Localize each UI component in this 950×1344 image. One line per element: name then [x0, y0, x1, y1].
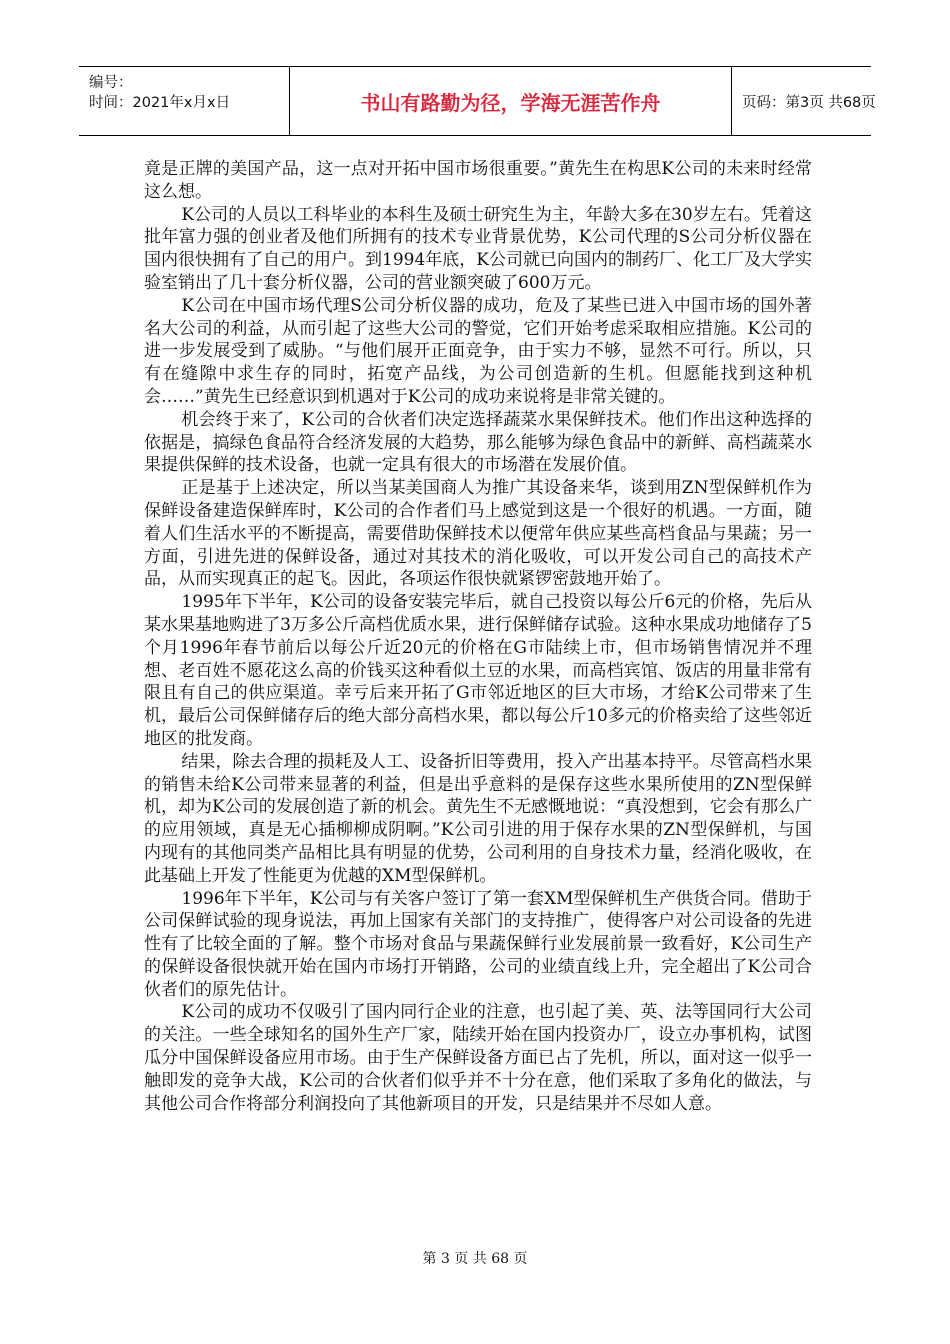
header-motto: 书山有路勤为径，学海无涯苦作舟	[290, 67, 732, 135]
paragraph: K公司的人员以工科毕业的本科生及硕士研究生为主，年龄大多在30岁左右。凭着这批年富力强的创业者及他们所拥有的技术专业背景优势，K公司代理的S公司分析仪器在国内很快拥有了自己的用户。到1994年底，K公司就已向国内的制药厂、化工厂及大学实验室销出了几十套分析仪器，公司的营业额突破了600万元。	[144, 204, 812, 293]
header-meta	[79, 67, 290, 135]
paragraph: 竟是正牌的美国产品，这一点对开拓中国市场很重要。”黄先生在构思K公司的未来时经常这么想。	[144, 159, 812, 202]
paragraph: K公司在中国市场代理S公司分析仪器的成功，危及了某些已进入中国市场的国外著名大公司的利益，从而引起了这些大公司的警觉，它们开始考虑采取相应措施。K公司的进一步发展受到了威胁。“与他们展开正面竞争，由于实力不够，显然不可行。所以，只有在缝隙中求生存的同时，拓宽产品线，为公司创造新的生机。但愿能找到这种机会……”黄先生已经意识到机遇对于K公司的成功来说将是非常关键的。	[144, 295, 812, 407]
paragraph: 机会终于来了，K公司的合伙者们决定选择蔬菜水果保鲜技术。他们作出这种选择的依据是，搞绿色食品符合经济发展的大趋势，那么能够为绿色食品中的新鲜、高档蔬菜水果提供保鲜的技术设备，也就一定具有很大的市场潜在发展价值。	[144, 409, 812, 476]
page-header	[79, 66, 876, 136]
paragraph: 1996年下半年，K公司与有关客户签订了第一套XM型保鲜机生产供货合同。借助于公司保鲜试验的现身说法，再加上国家有关部门的支持推广，使得客户对公司设备的先进性有了比较全面的了解。整个市场对食品与果蔬保鲜行业发展前景一致看好，K公司生产的保鲜设备很快就开始在国内市场打开销路，公司的业绩直线上升，完全超出了K公司合伙者们的原先估计。	[144, 888, 812, 1000]
page-footer: 第 3 页 共 68 页	[422, 1251, 528, 1267]
paragraph: K公司的成功不仅吸引了国内同行企业的注意，也引起了美、英、法等国同行大公司的关注。一些全球知名的国外生产厂家，陆续开始在国内投资办厂，设立办事机构，试图瓜分中国保鲜设备应用市场。由于生产保鲜设备方面已占了先机，所以，面对这一似乎一触即发的竞争大战，K公司的合伙者们似乎并不十分在意，他们采取了多角化的做法，与其他公司合作将部分利润投向了其他新项目的开发，只是结果并不尽如人意。	[144, 1002, 812, 1114]
header-page-number: 页码：第3页 共68页	[742, 94, 876, 111]
date-label: 时间：2021年x月x日	[89, 95, 231, 111]
paragraph: 正是基于上述决定，所以当某美国商人为推广其设备来华，谈到用ZN型保鲜机作为保鲜设备建造保鲜库时，K公司的合作者们马上感觉到这是一个很好的机遇。一方面，随着人们生活水平的不断提高，需要借助保鲜技术以便常年供应某些高档食品与果蔬；另一方面，引进先进的保鲜设备，通过对其技术的消化吸收，可以开发公司自己的高技术产品，从而实现真正的起飞。因此，各项运作很快就紧锣密鼓地开始了。	[144, 478, 812, 590]
number-label: 编号：	[89, 75, 133, 91]
paragraph: 结果，除去合理的损耗及人工、设备折旧等费用，投入产出基本持平。尽管高档水果的销售未给K公司带来显著的利益，但是出乎意料的是保存这些水果所使用的ZN型保鲜机，却为K公司的发展创造了新的机会。黄先生不无感慨地说：“真没想到，它会有那么广的应用领域，真是无心插柳柳成阴啊。”K公司引进的用于保存水果的ZN型保鲜机，与国内现有的其他同类产品相比具有明显的优势，公司利用的自身技术力量，经消化吸收，在此基础上开发了性能更为优越的XM型保鲜机。	[144, 751, 812, 886]
document-body	[144, 158, 812, 1115]
paragraph: 1995年下半年，K公司的设备安装完毕后，就自己投资以每公斤6元的价格，先后从某水果基地购进了3万多公斤高档优质水果，进行保鲜储存试验。这种水果成功地储存了5个月1996年春节前后以每公斤近20元的价格在G市陆续上市，但市场销售情况并不理想、老百姓不愿花这么高的价钱买这种看似土豆的水果，而高档宾馆、饭店的用量非常有限且有自己的供应渠道。幸亏后来开拓了G市邻近地区的巨大市场，才给K公司带来了生机，最后公司保鲜储存后的绝大部分高档水果，都以每公斤10多元的价格卖给了这些邻近地区的批发商。	[144, 592, 812, 749]
